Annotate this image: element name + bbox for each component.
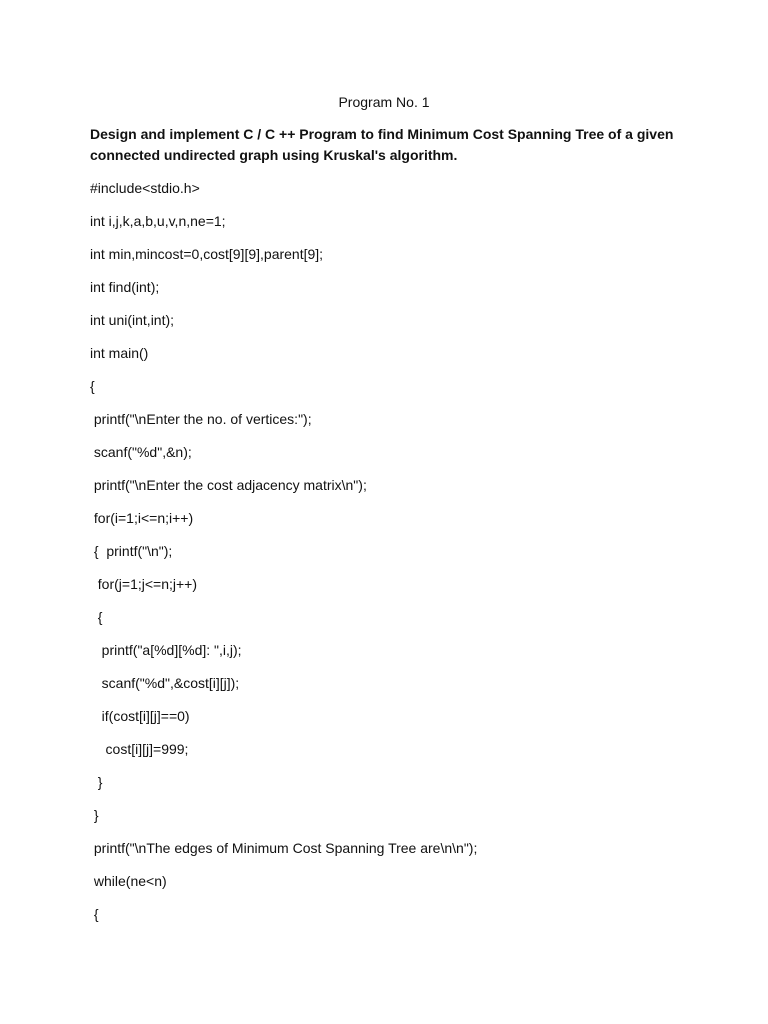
code-line: if(cost[i][j]==0) — [90, 708, 190, 724]
code-line: { — [90, 378, 95, 394]
code-line: int i,j,k,a,b,u,v,n,ne=1; — [90, 213, 226, 229]
code-line: cost[i][j]=999; — [90, 741, 189, 757]
code-line: for(i=1;i<=n;i++) — [90, 510, 194, 526]
code-line: int main() — [90, 345, 149, 361]
code-line: printf("\nThe edges of Minimum Cost Spanning Tree are\n\n"); — [90, 840, 478, 856]
code-line: { — [90, 609, 103, 625]
code-line: scanf("%d",&cost[i][j]); — [90, 675, 240, 691]
problem-statement-line: connected undirected graph using Kruskal's algorithm. — [90, 147, 458, 163]
code-line: int min,mincost=0,cost[9][9],parent[9]; — [90, 246, 324, 262]
page-title: Program No. 1 — [338, 94, 430, 110]
code-line: #include<stdio.h> — [90, 180, 200, 196]
code-line: for(j=1;j<=n;j++) — [90, 576, 198, 592]
code-line: while(ne<n) — [90, 873, 167, 889]
code-line: printf("a[%d][%d]: ",i,j); — [90, 642, 242, 658]
code-line: } — [90, 807, 99, 823]
code-line: printf("\nEnter the no. of vertices:"); — [90, 411, 312, 427]
code-listing — [90, 178, 710, 937]
problem-statement — [90, 124, 690, 166]
problem-statement-line: Design and implement C / C ++ Program to find Minimum Cost Spanning Tree of a given — [90, 126, 674, 142]
code-line: } — [90, 774, 103, 790]
code-line: { printf("\n"); — [90, 543, 173, 559]
code-line: int uni(int,int); — [90, 312, 175, 328]
code-line: int find(int); — [90, 279, 160, 295]
code-line: scanf("%d",&n); — [90, 444, 192, 460]
code-line: { — [90, 906, 99, 922]
code-line: printf("\nEnter the cost adjacency matrix\n"); — [90, 477, 367, 493]
